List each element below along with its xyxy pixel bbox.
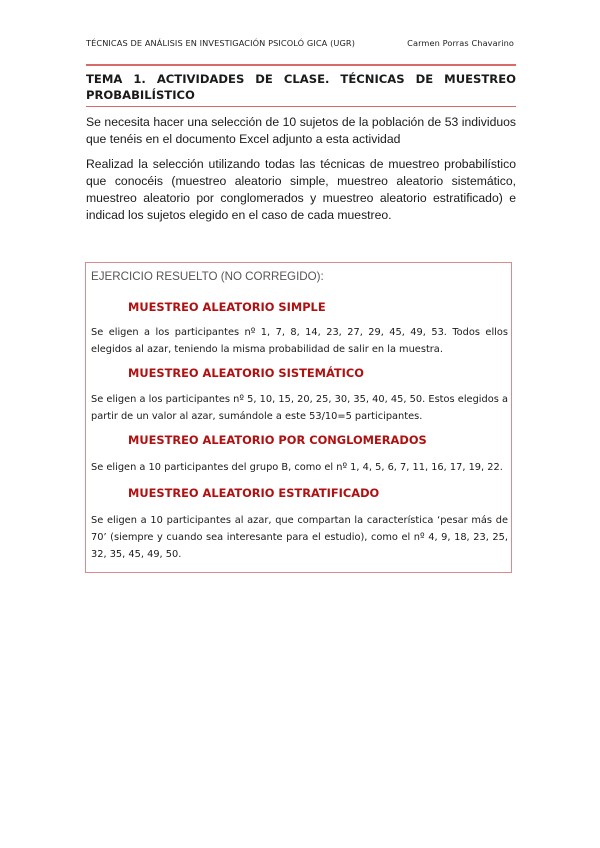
course-name: TÉCNICAS DE ANÁLISIS EN INVESTIGACIÓN PSICOLÓ GICA (UGR): [86, 38, 355, 48]
author-name: Carmen Porras Chavarino: [407, 38, 514, 48]
section-text-clusters: Se eligen a 10 participantes del grupo B, como el nº 1, 4, 5, 6, 7, 11, 16, 17, 19, 22.: [91, 462, 503, 473]
section-text-simple: Se eligen a los participantes nº 1, 7, 8, 14, 23, 27, 29, 45, 49, 53. Todos ellos elegidos al azar, teniendo la misma probabilidad de salir en la muestra.: [91, 327, 508, 355]
document-title: TEMA 1. ACTIVIDADES DE CLASE. TÉCNICAS DE MUESTREO PROBABILÍSTICO: [86, 64, 516, 107]
section-heading-clusters: MUESTREO ALEATORIO POR CONGLOMERADOS: [128, 433, 427, 447]
exercise-title: EJERCICIO RESUELTO (NO CORREGIDO):: [91, 270, 324, 283]
section-heading-simple: MUESTREO ALEATORIO SIMPLE: [128, 300, 326, 314]
section-text-systematic: Se eligen a los participantes nº 5, 10, 15, 20, 25, 30, 35, 40, 45, 50. Estos elegidos a partir de un valor al azar, sumándole a este 53/10=5 participantes.: [91, 394, 508, 422]
instruction-paragraph-1: Se necesita hacer una selección de 10 sujetos de la población de 53 individuos que tenéis en el documento Excel adjunto a esta actividad: [86, 115, 516, 146]
page-header: [86, 38, 514, 48]
section-text-stratified: Se eligen a 10 participantes al azar, que compartan la característica ‘pesar más de 70’ (siempre y cuando sea interesante para el estudio), como el nº 4, 9, 18, 23, 25, 32, 35, 45, 49, 50.: [91, 515, 508, 560]
section-heading-systematic: MUESTREO ALEATORIO SISTEMÁTICO: [128, 366, 364, 380]
exercise-box: [85, 262, 512, 573]
instruction-paragraph-2: Realizad la selección utilizando todas las técnicas de muestreo probabilístico que conocéis (muestreo aleatorio simple, muestreo aleatorio sistemático, muestreo aleatorio por conglomerados y muestreo aleatorio estratificado) e indicad los sujetos elegido en el caso de cada muestreo.: [86, 157, 516, 222]
section-heading-stratified: MUESTREO ALEATORIO ESTRATIFICADO: [128, 486, 380, 500]
